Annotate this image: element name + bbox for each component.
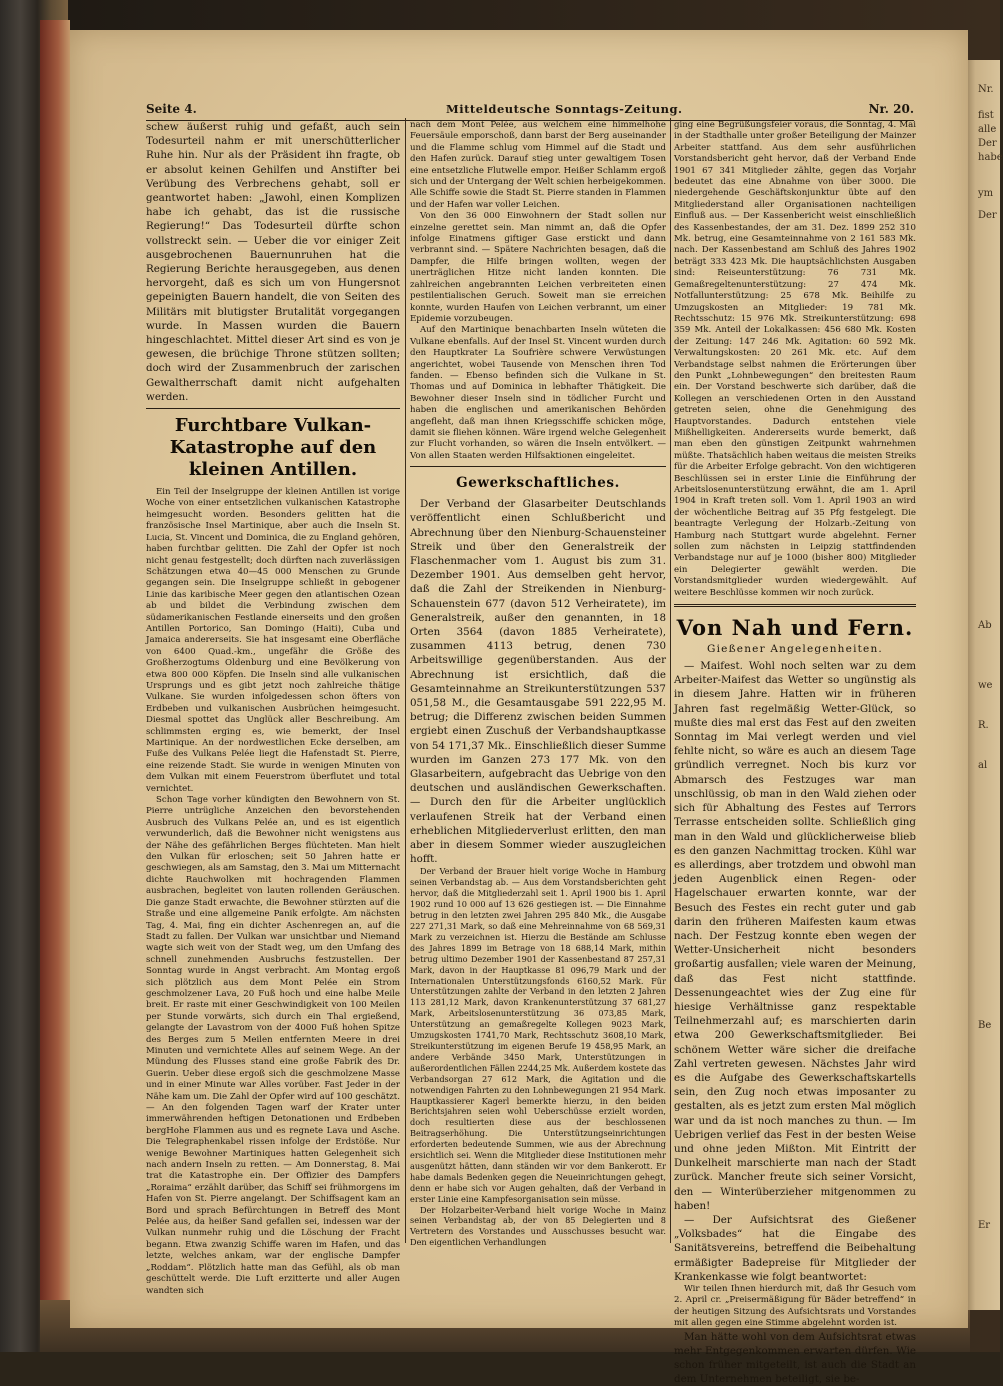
newspaper-title: Mitteldeutsche Sonntags-Zeitung. <box>446 102 683 116</box>
adjacent-page-fragment: habe <box>978 152 1003 163</box>
adjacent-page-fragment: ym <box>978 188 994 199</box>
adjacent-page-fragment: fist <box>978 110 994 121</box>
article-paragraph: Der Verband der Brauer hielt vorige Woche in Hamburg seinen Verbandstag ab. — Aus dem Vorstandsberichten geht hervor, daß die Mitgliederzahl seit 1. April 1900 bis 1. April 1902 rund 10 000 auf 13 626 gestiegen ist. — Die Einnahme betrug in den letzten zwei Jahren 295 840 Mk., die Ausgabe 227 271,31 Mark, so daß eine Mehreinnahme von 68 569,31 Mark zu verzeichnen ist. Hierzu die Bestände am Schlusse des Jahres 1899 im Betrage von 18 688,14 Mark, mithin betrug ultimo Dezember 1901 der Kassenbestand 87 257,31 Mark, davon in der Hauptkasse 81 096,79 Mark und der Internationalen Unterstützungsfonds 6160,52 Mark. Für Unterstützungen zahlte der Verband in den letzten 2 Jahren 113 281,12 Mark, davon Krankenunterstützung 37 681,27 Mark, Arbeitslosenunterstützung 36 073,85 Mark, Unterstützung an gemaßregelte Kollegen 9023 Mark, Umzugskosten 1741,70 Mark, Rechtsschutz 3608,10 Mark, Streikunterstützung im eigenen Berufe 19 458,95 Mark, an andere Verbände 3450 Mark, Unterstützungen in außerordentlichen Fällen 2244,25 Mk. Außerdem kostete das Verbandsorgan 27 612 Mark, die Agitation und die notwendigen Fahrten zu den Lohnbewegungen 21 954 Mark. Hauptkassierer Kagerl bemerkte hierzu, in den beiden Berichtsjahren seien wohl Ueberschüsse erzielt worden, doch resultierten diese aus der beschlossenen Beitragserhöhung. Die Unterstützungseinrichtungen erforderten bedeutende Summen, wie aus der Abrechnung ersichtlich sei. Wenn die Mitglieder diese Institutionen mehr ausgenützt hätten, dann ständen wir vor dem Bankerott. Er habe damals Bedenken gegen die Neueinrichtungen gehegt, denn er habe sich vor Augen gehalten, daß der Verband in erster Linie eine Kampfesorganisation sein müsse. <box>410 866 666 1204</box>
subheading-giessen: Gießener Angelegenheiten. <box>707 643 883 656</box>
page-header <box>146 102 914 121</box>
article-paragraph: Auf den Martinique benachbarten Inseln wüteten die Vulkane ebenfalls. Auf der Insel St. Vincent wurden durch den Hauptkrater La Soufrière schwere Verwüstungen angerichtet, wobei Tausende von Menschen ihren Tod fanden. — Ebenso befinden sich die Vulkane in St. Thomas und auf Dominica in lebhafter Thätigkeit. Die Bewohner dieser Inseln sind in tödlicher Furcht und haben die englischen und amerikanischen Behörden angefleht, daß man ihnen Kriegsschiffe schicken möge, damit sie fliehen können. Wäre irgend welche Gelegenheit zur Flucht vorhanden, so wären die Inseln entvölkert. — Von allen Staaten werden Hilfsaktionen eingeleitet. <box>410 325 666 461</box>
article-continuation: schew äußerst ruhig und gefaßt, auch sein Todesurteil nahm er mit unerschütterlicher Ruhe hin. Nur als der Präsident ihn fragte, ob er absolut keinen Gehilfen und Anstifter bei Verübung des Verbrechens gehabt, soll er geantwortet haben: „Jawohl, einen Komplizen habe ich gehabt, das ist die russische Regierung!“ Das Todesurteil dürfte schon vollstreckt sein. — Ueber die vor einiger Zeit ausgebrochenen Bauernunruhen hat die Regierung Berichte herausgegeben, aus denen hervorgeht, daß es sich um von Hungersnot gepeinigten Bauern handelt, die von Seiten des Militärs mit blutigster Brutalität vorgegangen wurde. In Massen wurden die Bauern hingeschlachtet. Mittel dieser Art sind es von je gewesen, die brüchige Throne stützen sollten; doch wird der Zusammenbruch der zarischen Gewaltherrschaft damit nicht aufgehalten werden. <box>146 121 400 403</box>
column-left <box>146 120 400 1296</box>
adjacent-page-fragment: R. <box>978 720 989 731</box>
divider <box>410 466 666 467</box>
article-paragraph: — Maifest. Wohl noch selten war zu dem Arbeiter-Maifest das Wetter so ungünstig als in diesem Jahre. Hatten wir in früheren Jahren fast regelmäßig Wetter-Glück, so mußte dies mal erst das Fest auf den zweiten Sonntag im Mai verlegt werden und viel fehlte nicht, so wäre es auch an diesem Tage gründlich verregnet. Noch bis kurz vor Abmarsch des Festzuges war man unschlüssig, ob man in den Wald ziehen oder sich für Abhaltung des Festes auf Terrors Terrasse entscheiden sollte. Schließlich ging man in den Wald und glücklicherweise blieb es den ganzen Nachmittag trocken. Kühl war es allerdings, aber trotzdem und obwohl man jeden Augenblick einen Regen- oder Hagelschauer erwarten konnte, war der Besuch des Festes ein recht guter und gab darin den früheren Maifesten kaum etwas nach. Der Festzug konnte eben wegen der Wetter-Unsicherheit nicht besonders großartig ausfallen; viele waren der Meinung, daß das Fest nicht stattfinde. Dessenungeachtet wies der Zug eine für hiesige Verhältnisse ganz respektable Teilnehmerzahl auf; es marschierten darin etwa 200 Gewerkschaftsmitglieder. Bei schönem Wetter wäre sicher die dreifache Zahl vertreten gewesen. Nächstes Jahr wird es die Aufgabe des Gewerkschaftskartells sein, den Zug noch etwas imposanter zu gestalten, als es jetzt zum ersten Mal möglich war und da ist noch manches zu thun. — Im Uebrigen verlief das Fest in der besten Weise und ohne jeden Mißton. Mit Eintritt der Dunkelheit marschierte man nach der Stadt zurück. Mancher freute sich seiner Vorsicht, den — Winterüberzieher mitgenommen zu haben! <box>674 660 916 1212</box>
adjacent-page-fragment: Nr. <box>978 84 994 95</box>
adjacent-page-fragment: Der <box>978 210 997 221</box>
column-rule <box>405 118 406 1243</box>
adjacent-page-fragment: we <box>978 680 993 691</box>
article-paragraph: — Der Aufsichtsrat des Gießener „Volksbades“ hat die Eingabe des Sanitätsvereins, betreffend die Beibehaltung ermäßigter Badepreise für Mitglieder der Krankenkasse wie folgt beantwortet: <box>674 1213 916 1283</box>
divider <box>674 604 916 607</box>
column-rule <box>670 118 671 1243</box>
headline-volcano-catastrophe: Furchtbare Vulkan-Katastrophe auf den kleinen Antillen. <box>169 415 377 481</box>
adjacent-page-fragment: Be <box>978 1020 992 1031</box>
adjacent-page-fragment: Der <box>978 138 997 149</box>
adjacent-page-fragment: al <box>978 760 988 771</box>
article-paragraph: nach dem Mont Pelée, aus welchem eine himmelhohe Feuersäule emporschoß, dann barst der Berg auseinander und die Flamme schlug vom Himmel auf die Stadt und den Hafen zurück. Darauf stieg unter gewaltigem Tosen eine entsetzliche Flutwelle empor. Heißer Schlamm ergoß sich und der Untergang der Welt schien herbeigekommen. Alle Schiffe sowie die Stadt St. Pierre standen in Flammen und der Hafen war voller Leichen. <box>410 120 666 210</box>
issue-number: Nr. 20. <box>868 102 914 116</box>
column-right <box>674 120 916 1386</box>
adjacent-page-fragment: alle <box>978 124 997 135</box>
adjacent-page-fragment: Ab <box>978 620 992 631</box>
article-paragraph: Der Holzarbeiter-Verband hielt vorige Woche in Mainz seinen Verbandstag ab, der von 85 Delegierten und 8 Vertretern des Vorstandes und Ausschusses besucht war. Den eigentlichen Verhandlungen <box>410 1204 666 1248</box>
article-paragraph: Schon Tage vorher kündigten den Bewohnern von St. Pierre untrügliche Anzeichen den bevorstehenden Ausbruch des Vulkans Pelée an, und es ist eigentlich verwunderlich, daß die Bewohner nicht wenigstens aus der Nähe des gefährlichen Berges flüchteten. Man hielt den Vulkan für erloschen; seit 50 Jahren hatte er geschwiegen, als am Samstag, den 3. Mai um Mitternacht dichte Rauchwolken mit hochragenden Flammen ausbrachen, begleitet von lauten rollenden Geräuschen. Die ganze Stadt erwachte, die Bewohner stürzten auf die Straße und eine allgemeine Panik erfolgte. Am nächsten Tag, 4. Mai, fing ein dichter Aschenregen an, auf die Stadt zu fallen. Der Vulkan war unsichtbar und Niemand wagte sich weit von der Stadt weg, um den Umfang des schnell zunehmenden Ausbruchs festzustellen. Der Sonntag wurde in Angst verbracht. Am Montag ergoß sich plötzlich aus dem Mont Pelée ein Strom geschmolzener Lava, 20 Fuß hoch und eine halbe Meile breit. Er raste mit einer Geschwindigkeit von 100 Meilen per Stunde vorwärts, sich durch ein Thal ergießend, gelangte der Lavastrom von der 4000 Fuß hohen Spitze des Berges zum 5 Meilen entfernten Meere in drei Minuten und vernichtete Alles auf seinem Wege. An der Mündung des Flusses stand eine große Fabrik des Dr. Guerin. Ueber diese ergoß sich die geschmolzene Masse und in einer Minute war Alles vorüber. Fast Jeder in der Nähe kam um. Die Zahl der Opfer wird auf 100 geschätzt. — An den folgenden Tagen warf der Krater unter immerwährenden heftigen Detonationen und Erdbeben bergHohe Flammen aus und es regnete Lava und Asche. Die Telegraphenkabel rissen infolge der Erdstöße. Nur wenige Bewohner Martiniques hatten Gelegenheit sich nach andern Inseln zu retten. — Am Donnerstag, 8. Mai trat die Katastrophe ein. Der Offizier des Dampfers „Roraima“ erzählt darüber, das Schiff sei frühmorgens im Hafen von St. Pierre angelangt. Der Schiffsagent kam an Bord und sprach Befürchtungen in Betreff des Mont Pelée aus, da heißer Sand gefallen sei, indessen war der Vulkan nunmehr ruhig und die Löschung der Fracht begann. Etwa zwanzig Schiffe waren im Hafen, und das letzte, welches ankam, war der englische Dampfer „Roddam“. Plötzlich hatte man das Gefühl, als ob man geschüttelt werde. Die Luft erzitterte und aller Augen wandten sich <box>146 795 400 1296</box>
divider <box>146 408 400 409</box>
article-paragraph: ging eine Begrüßungsfeier voraus, die Sonntag, 4. Mai in der Stadthalle unter großer Beteiligung der Mainzer Arbeiter stattfand. Aus dem sehr ausführlichen Vorstandsbericht geht hervor, daß der Verband Ende 1901 67 341 Mitglieder zählte, gegen das Vorjahr bedeutet das eine Abnahme von über 3000. Die niedergehende Geschäftskonjunktur übte auf den Mitgliederstand aller Organisationen nachteiligen Einfluß aus. — Der Kassenbericht weist einschließlich des Kassenbestandes, der am 31. Dez. 1899 252 310 Mk. betrug, eine Gesamteinnahme von 2 161 583 Mk. nach. Der Kassenbestand am Schluß des Jahres 1902 beträgt 333 423 Mk. Die hauptsächlichsten Ausgaben sind: Reiseunterstützung: 76 731 Mk. Gemaßregeltenunterstützung: 27 474 Mk. Notfallunterstützung: 25 678 Mk. Beihilfe zu Umzugskosten an Mitglieder: 19 781 Mk. Rechtsschutz: 15 976 Mk. Streikunterstützung: 698 359 Mk. Anteil der Lokalkassen: 456 680 Mk. Kosten der Zeitung: 147 246 Mk. Agitation: 60 592 Mk. Verwaltungskosten: 20 261 Mk. etc. Auf dem Verbandstage selbst nahmen die Erörterungen über den Punkt „Lohnbewegungen“ den breitesten Raum ein. Der Vorstand beschwerte sich darüber, daß die Kollegen an verschiedenen Orten in den Ausstand getreten seien, ohne die Genehmigung des Hauptvorstandes. Dadurch entstehen viele Mißhelligkeiten. Andererseits wurde bemerkt, daß man eben den günstigen Zeitpunkt wahrnehmen müßte. Thatsächlich haben weitaus die meisten Streiks für die Arbeiter Erfolge gebracht. Von den wichtigeren Beschlüssen sei in erster Linie die Einführung der Arbeitslosenunterstützung erwähnt, die am 1. April 1904 in Kraft treten soll. Vom 1. April 1903 an wird der wöchentliche Beitrag auf 35 Pfg festgelegt. Die beantragte Verlegung der Holzarb.-Zeitung von Hamburg nach Stuttgart wurde abgelehnt. Ferner sollen zum nächsten in Leipzig stattfindenden Verbandstage nur auf je 1000 (bisher 800) Mitglieder ein Delegierter gewählt werden. Die Vorstandsmitglieder wurden wiedergewählt. Auf weitere Beschlüsse kommen wir noch zurück. <box>674 120 916 598</box>
page-number: Seite 4. <box>146 102 197 116</box>
column-middle <box>410 120 666 1248</box>
headline-trade-unions: Gewerkschaftliches. <box>456 475 620 492</box>
article-paragraph: Von den 36 000 Einwohnern der Stadt sollen nur einzelne gerettet sein. Man nimmt an, daß die Opfer infolge Einatmens giftiger Gase erstickt und dann verbrannt sind. — Spätere Nachrichten besagen, daß die Dampfer, die Hilfe bringen wollten, wegen der unerträglichen Hitze nicht landen konnten. Die zahlreichen angebrannten Leichen verbreiteten einen pestilentialischen Geruch. Soweit man sie erreichen konnte, wurden Haufen von Leichen verbrannt, um einer Epidemie vorzubeugen. <box>410 211 666 324</box>
adjacent-page-fragment: Er <box>978 1220 991 1231</box>
headline-near-and-far: Von Nah und Fern. <box>676 615 914 641</box>
article-paragraph: Man hätte wohl von dem Aufsichtsrat etwas mehr Entgegenkommen erwarten dürfen. Wie schon früher mitgeteilt, ist auch die Stadt an dem Unternehmen beteiligt, sie be- <box>674 1330 916 1386</box>
article-paragraph: Der Verband der Glasarbeiter Deutschlands veröffentlicht einen Schlußbericht und Abrechnung über den Nienburg-Schauensteiner Streik und über den Generalstreik der Flaschenmacher vom 1. August bis zum 31. Dezember 1901. Aus demselben geht hervor, daß die Zahl der Streikenden in Nienburg-Schauenstein 677 (davon 512 Verheiratete), im Generalstreik, außer den genannten, in 18 Orten 3564 (davon 1885 Verheiratete), zusammen 4113 betrug, denen 730 Arbeitswillige gegenüberstanden. Aus der Abrechnung ist ersichtlich, daß die Gesamteinnahme an Streikunterstützungen 537 051,58 M., die Gesamtausgabe 591 222,95 M. betrug; die Differenz zwischen beiden Summen ergiebt einen Zuschuß der Verbandshauptkasse von 54 171,37 Mk.. Einschließlich dieser Summe wurden im Ganzen 273 177 Mk. von den Glasarbeitern, aufgebracht das Uebrige von den deutschen und ausländischen Gewerkschaften. — Durch den für die Arbeiter unglücklich verlaufenen Streik hat der Verband einen erheblichen Mitgliederverlust erlitten, den man aber in diesem Sommer wieder auszugleichen hofft. <box>410 498 666 866</box>
quoted-letter: Wir teilen Ihnen hierdurch mit, daß Ihr Gesuch vom 2. April cr. „Preisermäßigung für Bäder betreffend“ in der heutigen Sitzung des Aufsichtsrats und Vorstandes mit allen gegen eine Stimme abgelehnt worden ist. <box>674 1284 916 1329</box>
page-stack-edge <box>40 20 70 1340</box>
article-paragraph: Ein Teil der Inselgruppe der kleinen Antillen ist vorige Woche von einer entsetzlichen vulkanischen Katastrophe heimgesucht worden. Besonders gelitten hat die französische Insel Martinique, aber auch die Inseln St. Lucia, St. Vincent und Dominica, die zu England gehören, haben furchtbar gelitten. Die Zahl der Opfer ist noch nicht genau festgestellt; doch dürften nach zuverlässigen Schätzungen etwa 40—45 000 Menschen zu Grunde gegangen sein. Die Inselgruppe schließt in gebogener Linie das karibische Meer gegen den atlantischen Ozean ab und bildet die Verbindung zwischen dem südamerikanischen Festlande einerseits und den großen Antillen Portorico, San Domingo (Haiti), Cuba und Jamaica andererseits. Sie hat insgesamt eine Oberfläche von 6400 Quad.-km., ungefähr die Größe des Großherzogtums Oldenburg und eine Bevölkerung von etwa 800 000 Köpfen. Die Inseln sind alle vulkanischen Ursprungs und es gibt jetzt noch zahlreiche thätige Vulkane. Sie wurden infolgedessen schon öfters von Erdbeben und vulkanischen Ausbrüchen heimgesucht. Diesmal spottet das Unglück aller Beschreibung. Am schlimmsten erging es, wie bemerkt, der Insel Martinique. An der nordwestlichen Ecke derselben, am Fuße des Vulkans Pelée liegt die Hafenstadt St. Pierre, eine reizende Stadt. Sie wurde in wenigen Minuten von dem Vulkan mit einem Feuerstrom überflutet und total vernichtet. <box>146 487 400 794</box>
